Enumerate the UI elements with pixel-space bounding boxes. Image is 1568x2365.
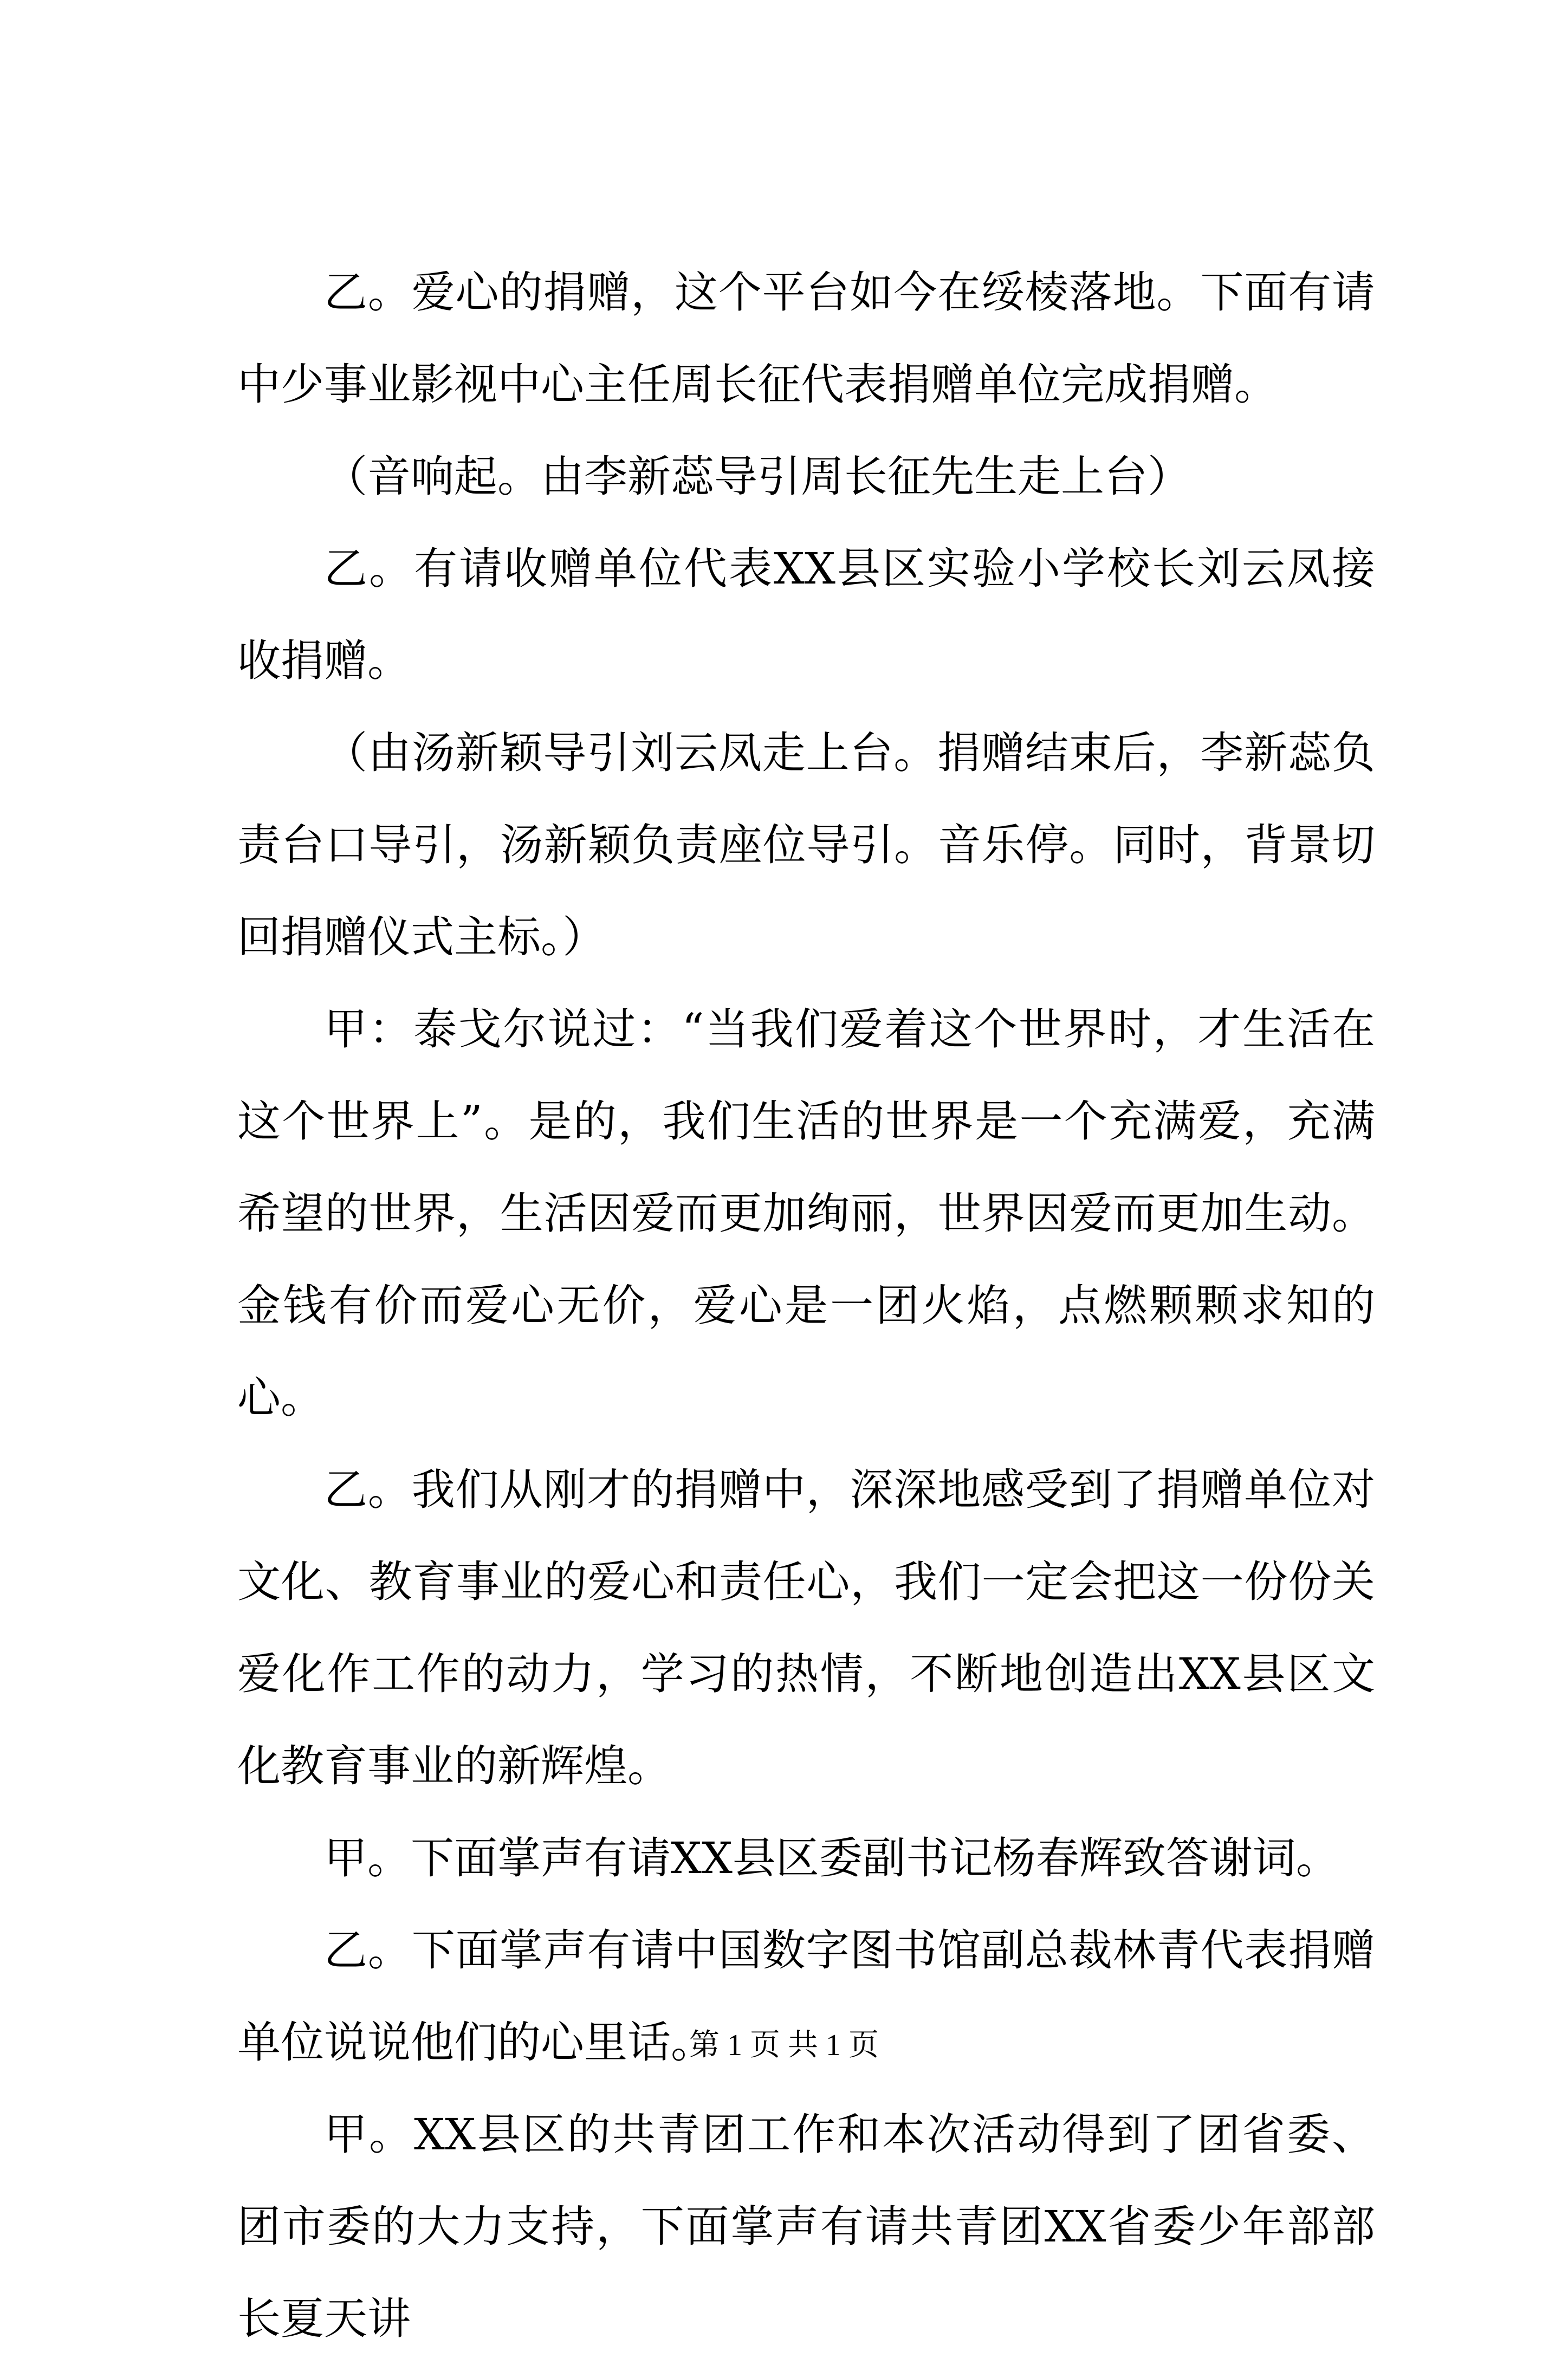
paragraph: 乙。我们从刚才的捐赠中，深深地感受到了捐赠单位对文化、教育事业的爱心和责任心，我们一定会把这一份份关爱化作工作的动力，学习的热情，不断地创造出XX县区文化教育事业的新辉煌。 [237,1465,1375,1791]
paragraph: （由汤新颖导引刘云凤走上台。捐赠结束后，李新蕊负责台口导引，汤新颖负责座位导引。音乐停。同时，背景切回捐赠仪式主标。） [237,728,1375,962]
paragraph: 甲。XX县区的共青团工作和本次活动得到了团省委、团市委的大力支持，下面掌声有请共青团XX省委少年部部长夏天讲 [237,2109,1375,2344]
paragraph: 甲。下面掌声有请XX县区委副书记杨春辉致答谢词。 [324,1833,1339,1883]
page-number-footer: 第 1 页 共 1 页 [689,2029,879,2062]
paragraph: 乙。有请收赠单位代表XX县区实验小学校长刘云凤接收捐赠。 [237,543,1375,686]
paragraph: 甲：泰戈尔说过：“当我们爱着这个世界时，才生活在这个世界上”。是的，我们生活的世界是一个充满爱，充满希望的世界，生活因爱而更加绚丽，世界因爱而更加生动。金钱有价而爱心无价，爱心是一团火焰，点燃颗颗求知的心。 [237,1004,1375,1423]
paragraph: 乙。爱心的捐赠，这个平台如今在绥棱落地。下面有请中少事业影视中心主任周长征代表捐赠单位完成捐赠。 [237,267,1375,410]
paragraph: （音响起。由李新蕊导引周长征先生走上台） [324,451,1191,502]
paragraph: 乙。下面掌声有请中国数字图书馆副总裁林青代表捐赠单位说说他们的心里话。 [237,1925,1375,2068]
